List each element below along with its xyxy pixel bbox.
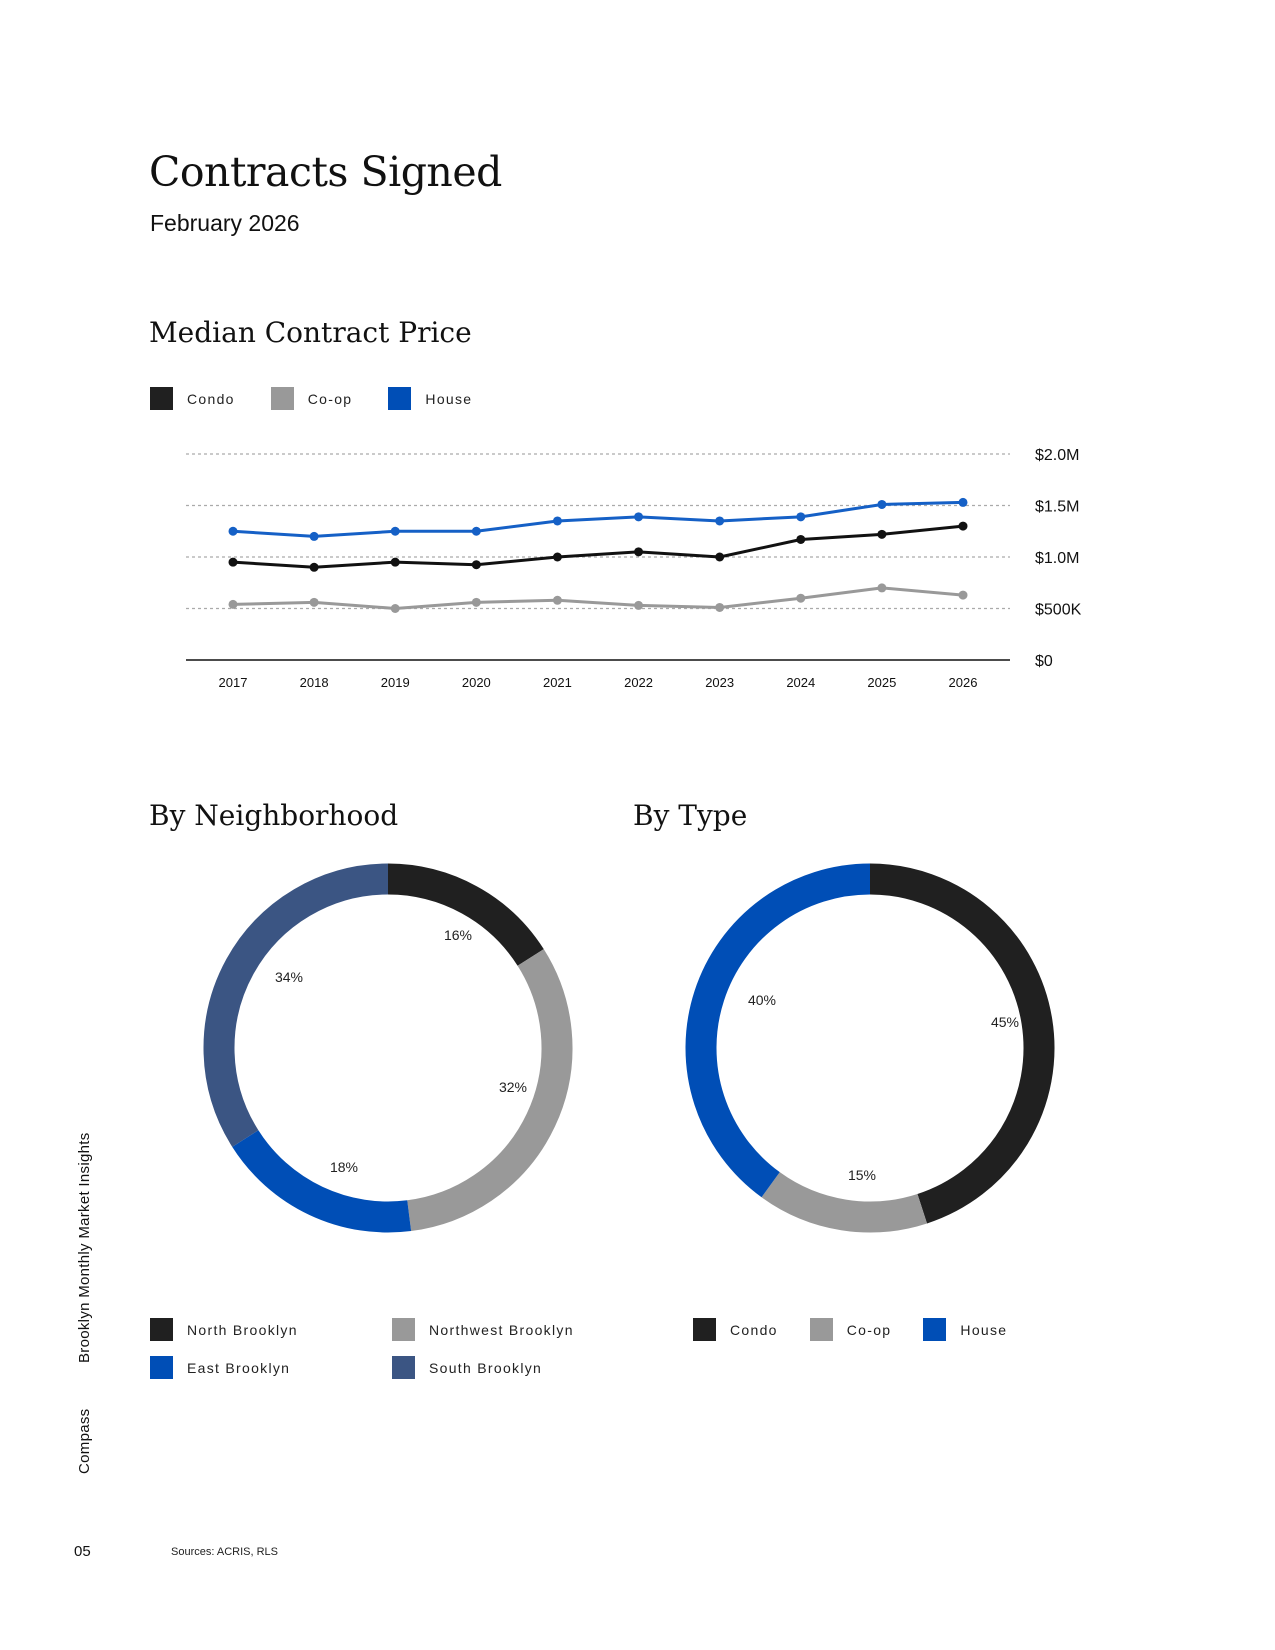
data-point-house — [959, 498, 968, 507]
neighborhood-slice-label: 32% — [498, 1079, 528, 1095]
data-point-co-op — [229, 600, 238, 609]
data-point-co-op — [796, 594, 805, 603]
data-point-house — [229, 527, 238, 536]
page-title: Contracts Signed — [149, 148, 502, 196]
sidebar-series-title: Brooklyn Monthly Market Insights — [76, 1132, 93, 1363]
data-point-house — [634, 512, 643, 521]
x-tick-label: 2017 — [218, 675, 248, 690]
x-tick-label: 2020 — [461, 675, 491, 690]
legend-item-north-brooklyn — [150, 1318, 356, 1341]
legend-swatch — [810, 1318, 833, 1341]
data-point-house — [877, 500, 886, 509]
x-tick-label: 2026 — [948, 675, 978, 690]
page-subtitle: February 2026 — [150, 210, 300, 236]
legend-item-condo — [693, 1318, 778, 1341]
legend-label: South Brooklyn — [429, 1359, 543, 1376]
type-slice-condo — [870, 879, 1039, 1209]
data-point-co-op — [553, 596, 562, 605]
legend-item-south-brooklyn — [392, 1356, 598, 1379]
donut-charts — [0, 840, 1275, 1270]
type-legend — [693, 1318, 1039, 1341]
neighborhood-slice-north-brooklyn — [388, 879, 531, 957]
data-point-condo — [877, 530, 886, 539]
data-point-co-op — [472, 598, 481, 607]
data-point-condo — [391, 558, 400, 567]
x-tick-label: 2019 — [380, 675, 410, 690]
y-tick-label: $0 — [1035, 653, 1053, 670]
neighborhood-slice-label: 18% — [329, 1159, 359, 1175]
legend-label: House — [425, 390, 473, 407]
legend-item-east-brooklyn — [150, 1356, 356, 1379]
data-point-house — [715, 516, 724, 525]
series-line-house — [233, 502, 963, 536]
neighborhood-legend — [150, 1318, 634, 1379]
y-tick-label: $500K — [1035, 601, 1082, 619]
x-tick-label: 2022 — [624, 675, 654, 690]
data-point-co-op — [877, 583, 886, 592]
y-tick-label: $1.0M — [1035, 550, 1080, 567]
neighborhood-slice-label: 16% — [443, 927, 473, 943]
data-point-co-op — [391, 604, 400, 613]
data-point-condo — [634, 547, 643, 556]
y-tick-label: $2.0M — [1035, 447, 1080, 464]
type-slice-label: 45% — [990, 1014, 1020, 1030]
x-tick-label: 2018 — [299, 675, 329, 690]
data-point-condo — [229, 558, 238, 567]
x-tick-label: 2021 — [542, 675, 572, 690]
legend-label: Co-op — [307, 390, 353, 407]
x-tick-label: 2024 — [786, 675, 816, 690]
neighborhood-slice-label: 34% — [274, 969, 304, 985]
legend-label: Northwest Brooklyn — [429, 1321, 574, 1338]
legend-swatch — [923, 1318, 946, 1341]
sidebar-brand: Compass — [76, 1408, 93, 1474]
sources-note: Sources: ACRIS, RLS — [171, 1546, 278, 1558]
neighborhood-slice-east-brooklyn — [245, 1139, 409, 1217]
legend-item-coop — [810, 1318, 892, 1341]
series-line-condo — [233, 526, 963, 567]
legend-swatch — [150, 1318, 173, 1341]
legend-swatch — [392, 1356, 415, 1379]
legend-label: Condo — [187, 390, 235, 407]
type-slice-house — [701, 879, 870, 1185]
median-contract-price-chart — [0, 0, 1275, 720]
data-point-condo — [715, 553, 724, 562]
legend-swatch — [392, 1318, 415, 1341]
legend-swatch — [693, 1318, 716, 1341]
data-point-co-op — [959, 591, 968, 600]
data-point-condo — [553, 553, 562, 562]
data-point-co-op — [634, 601, 643, 610]
data-point-condo — [472, 560, 481, 569]
data-point-house — [796, 512, 805, 521]
legend-label: North Brooklyn — [187, 1321, 298, 1338]
type-slice-label: 40% — [747, 992, 777, 1008]
data-point-house — [553, 516, 562, 525]
legend-label: Co-op — [846, 1321, 892, 1338]
type-chart-title: By Type — [633, 799, 748, 832]
data-point-house — [391, 527, 400, 536]
neighborhood-chart-title: By Neighborhood — [149, 799, 399, 832]
data-point-condo — [310, 563, 319, 572]
data-point-condo — [796, 535, 805, 544]
neighborhood-slice-south-brooklyn — [219, 879, 388, 1139]
series-line-co-op — [233, 588, 963, 609]
neighborhood-slice-northwest-brooklyn — [409, 957, 557, 1215]
legend-swatch — [150, 1356, 173, 1379]
type-slice-label: 15% — [847, 1167, 877, 1183]
legend-item-house — [923, 1318, 1007, 1341]
x-tick-label: 2023 — [705, 675, 735, 690]
data-point-condo — [959, 522, 968, 531]
legend-label: Condo — [730, 1321, 778, 1338]
data-point-house — [310, 532, 319, 541]
page-number: 05 — [74, 1543, 91, 1560]
x-tick-label: 2025 — [867, 675, 897, 690]
data-point-house — [472, 527, 481, 536]
y-tick-label: $1.5M — [1035, 498, 1080, 516]
data-point-co-op — [310, 598, 319, 607]
legend-label: House — [960, 1321, 1008, 1338]
legend-label: East Brooklyn — [187, 1359, 291, 1376]
data-point-co-op — [715, 603, 724, 612]
legend-item-northwest-brooklyn — [392, 1318, 598, 1341]
line-chart-title: Median Contract Price — [149, 316, 472, 349]
type-slice-co-op — [771, 1185, 923, 1217]
